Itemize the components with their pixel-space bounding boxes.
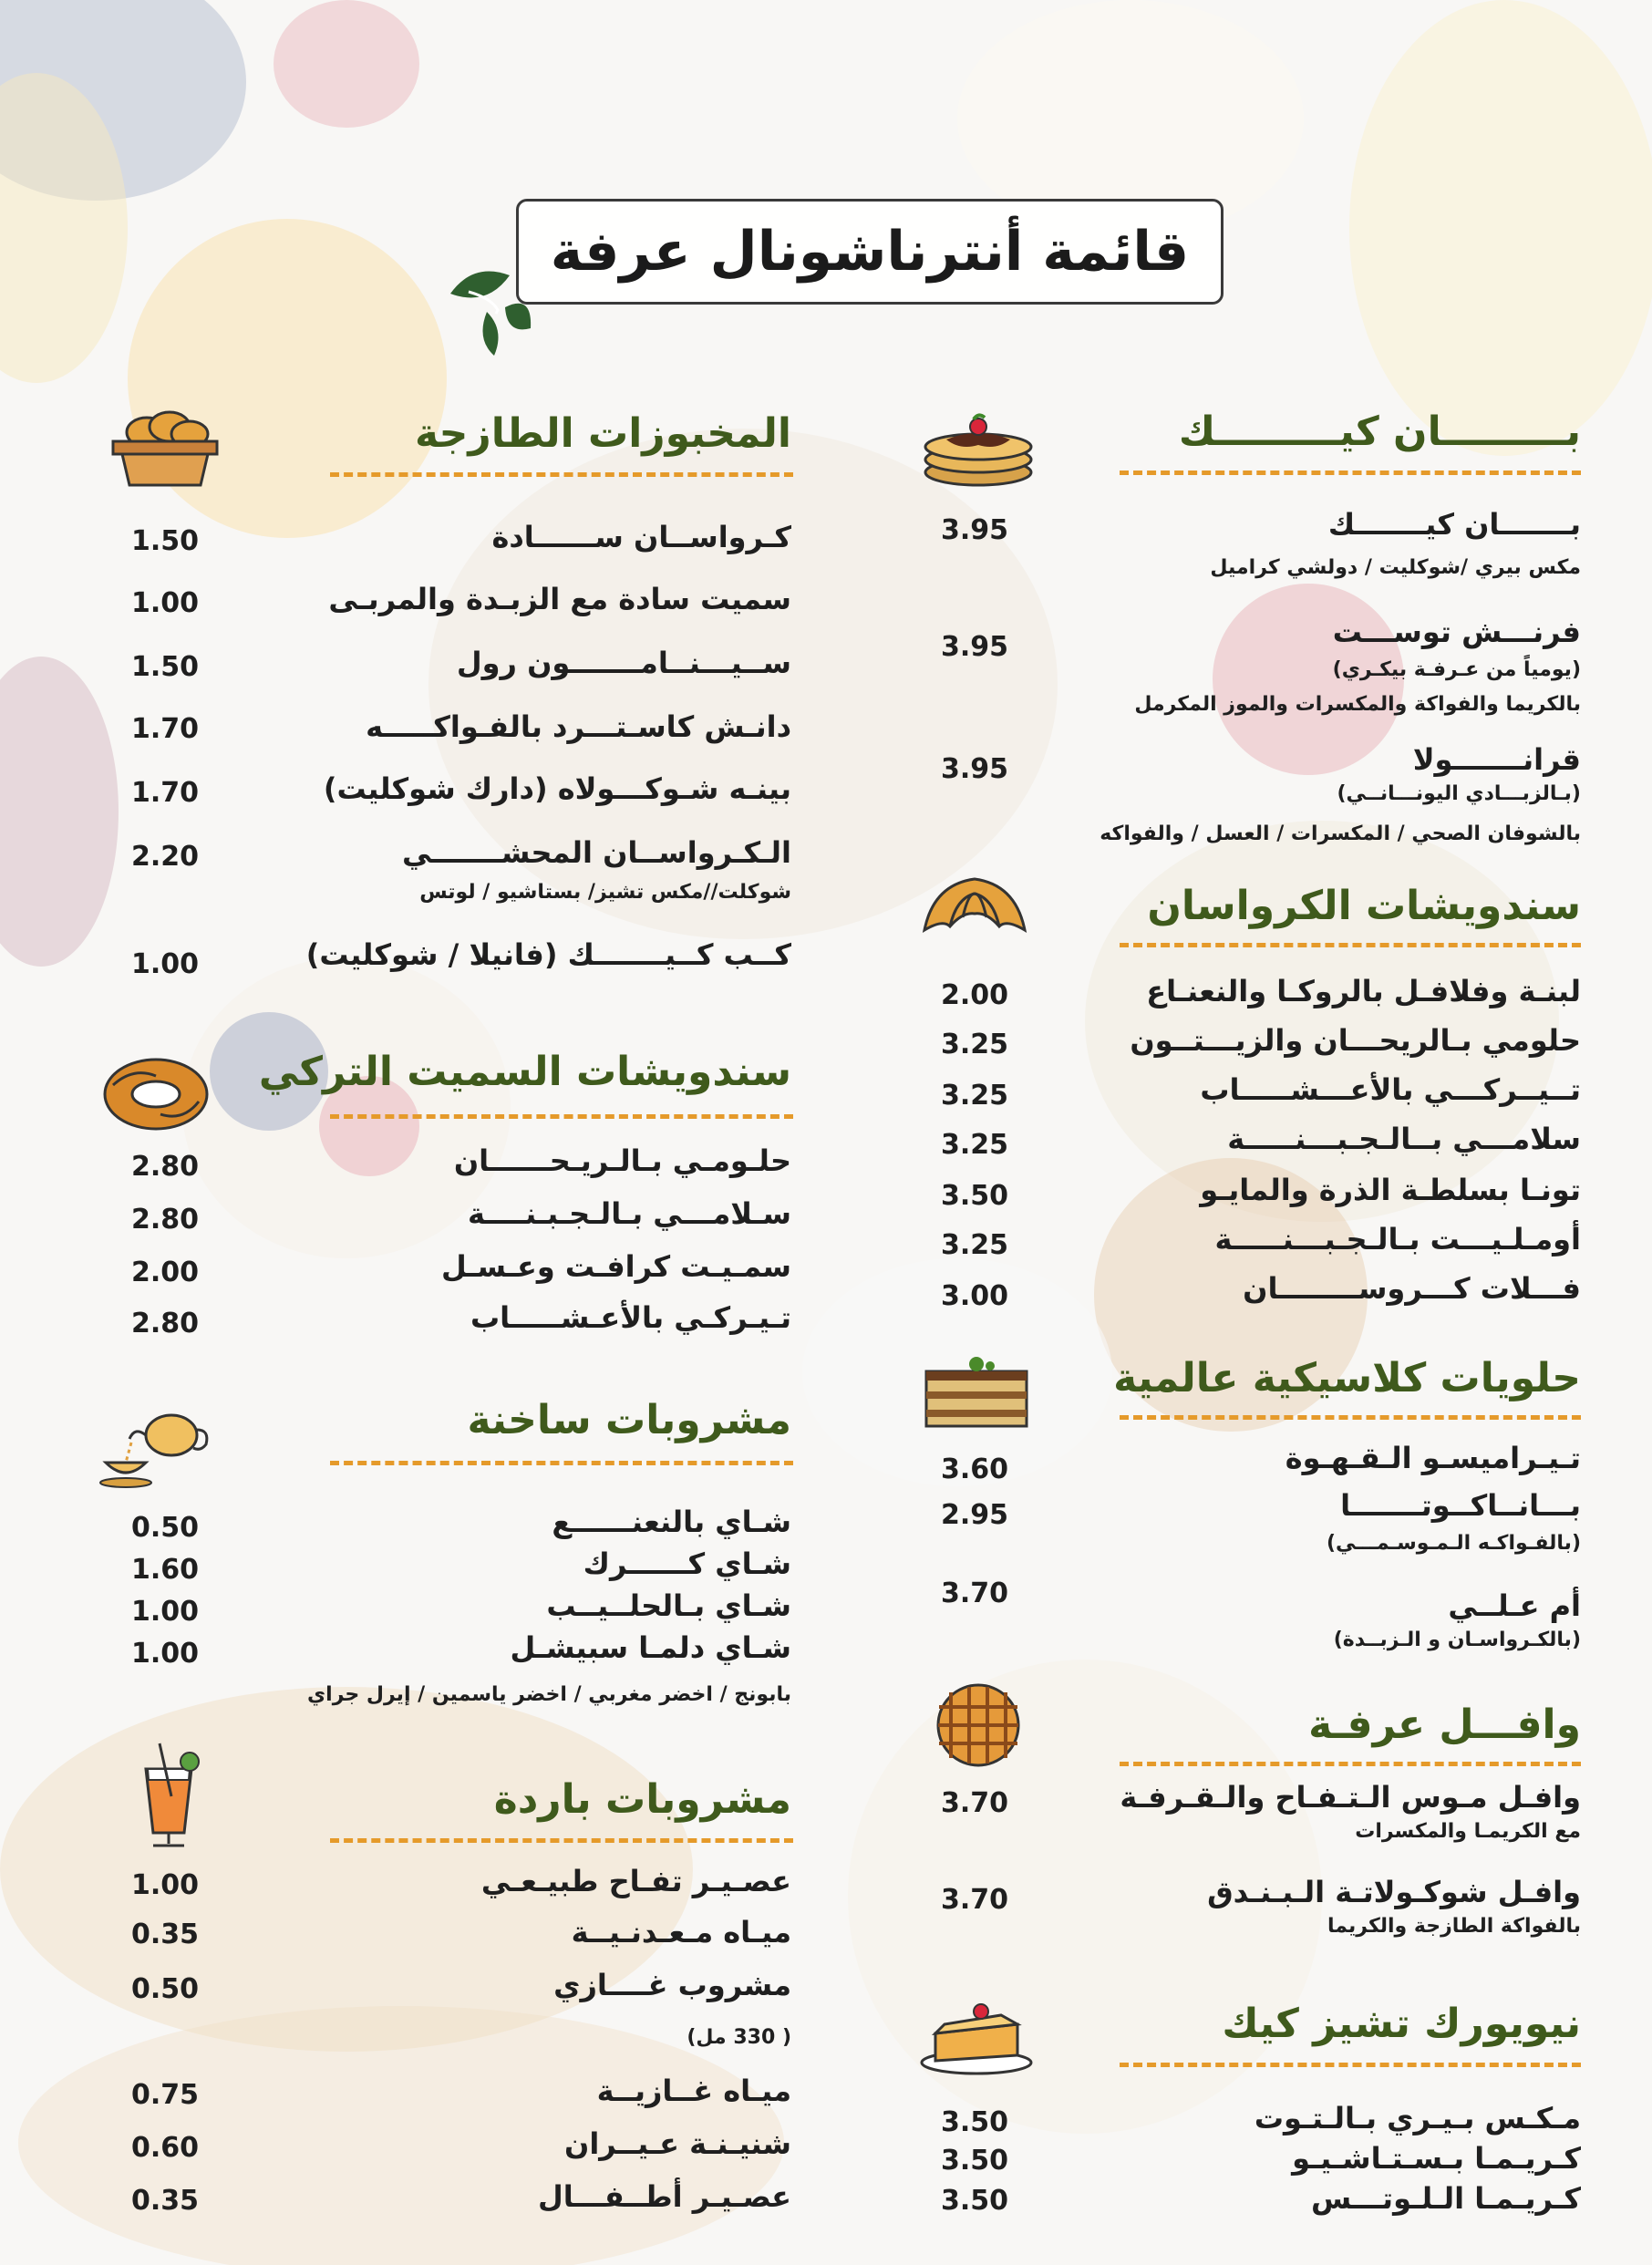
- menu-item: الـكـرواســان المحشـــــــي: [401, 835, 791, 870]
- menu-item: حلـومـي بـالـريـحــــــان: [453, 1143, 791, 1178]
- hot-drinks-note: بابونج / اخضر مغربي / اخضر ياسمين / إيرل جراي: [307, 1683, 791, 1706]
- menu-item: عصـيـر تفـاح طبيـعـي: [480, 1864, 791, 1898]
- menu-item-price: 2.00: [941, 979, 1009, 1011]
- menu-item: ســيـــنــامـــــــون رول: [456, 646, 791, 680]
- menu-item-description: (بـالزبـــادي اليونـــانــي): [1337, 782, 1581, 805]
- menu-item: تــيــركـــي بالأعـــشـــــاب: [1200, 1072, 1581, 1107]
- menu-item-price: 0.35: [131, 2185, 200, 2217]
- croissant-icon: [915, 866, 1034, 957]
- menu-item-price: 3.50: [941, 1180, 1009, 1212]
- section-heading-ny-cheesecake: نيويورك تشيز كيك: [1222, 2001, 1581, 2047]
- menu-item: وافـل شوكـولاتـة الـبـنـدق: [1207, 1875, 1581, 1909]
- menu-item: شـاي بـالحلــيــب: [546, 1588, 791, 1623]
- menu-item-price: 0.50: [131, 1973, 200, 2005]
- menu-item-price: 3.50: [941, 2145, 1009, 2177]
- menu-item: سمـيـت كرافـت وعـسـل: [440, 1249, 791, 1284]
- menu-item-description: بالكريما والفواكة والمكسرات والموز المكرمل: [1134, 693, 1581, 716]
- page-title: قائمة أنترناشونال عرفة: [550, 220, 1190, 284]
- menu-item-description: شوكلت//مكس تشيز/ بستاشيو / لوتس: [419, 881, 791, 904]
- menu-item-price: 2.80: [131, 1151, 200, 1183]
- menu-item-price: 0.35: [131, 1919, 200, 1950]
- title-frame: [516, 199, 1224, 305]
- menu-item: دانـش كاسـتـــرد بالفـواكـــــه: [366, 709, 791, 744]
- menu-item: بينـه شـوكـــولاه (دارك شوكليت): [323, 771, 791, 806]
- menu-item-price: 1.70: [131, 777, 200, 809]
- menu-item: تونـا بسلطـة الذرة والمايـو: [1200, 1173, 1581, 1207]
- menu-item: ميـاه مـعـدنـيــة: [571, 1915, 791, 1950]
- menu-item: كـريـمـا الـلـوتـــس: [1311, 2181, 1581, 2216]
- menu-item: أومـلـيـــت بـالـجـبـــنـــــة: [1214, 1222, 1581, 1257]
- menu-item: حلومي بـالريحـــان والزيـــتــون: [1130, 1023, 1581, 1058]
- section-heading-croissant-sandwiches: سندويشات الكرواسان: [1147, 883, 1581, 929]
- menu-item-description: (بالكـرواسـان و الـزبــدة): [1333, 1629, 1581, 1651]
- menu-item-description: (بالفـواكـه الـمـوسـمـــي): [1327, 1532, 1581, 1555]
- menu-item-price: 3.95: [941, 631, 1009, 663]
- section-divider: [330, 472, 793, 477]
- menu-item-price: 1.70: [131, 713, 200, 745]
- menu-item-price: 0.60: [131, 2132, 200, 2164]
- menu-item-price: 3.25: [941, 1080, 1009, 1112]
- teapot-icon: [98, 1399, 217, 1490]
- menu-item-description: بالفواكة الطازجة والكريما: [1327, 1915, 1581, 1938]
- section-divider: [1120, 943, 1581, 947]
- pancake-stack-icon: [919, 399, 1038, 491]
- menu-item-price: 3.70: [941, 1577, 1009, 1609]
- menu-item-price: 1.50: [131, 525, 200, 557]
- menu-item-price: 3.25: [941, 1029, 1009, 1060]
- menu-item-description: مع الكريمـا والمكسرات: [1355, 1820, 1581, 1843]
- cheesecake-slice-icon: [917, 1988, 1036, 2079]
- menu-item: مـكـس بـيـري بـالـتـوت: [1254, 2101, 1581, 2136]
- section-divider: [330, 1114, 793, 1119]
- menu-item-price: 3.95: [941, 514, 1009, 546]
- menu-item: كـريـمـا بـسـتـاشـيـو: [1292, 2141, 1581, 2176]
- menu-item: شـاي بالنعنــــــع: [552, 1505, 791, 1539]
- menu-item-price: 0.50: [131, 1512, 200, 1544]
- menu-item-price: 3.25: [941, 1229, 1009, 1261]
- menu-item-price: 2.95: [941, 1499, 1009, 1531]
- menu-item: سـلامـــي بـالـجـبـنــــة: [468, 1196, 791, 1231]
- menu-item-price: 2.80: [131, 1204, 200, 1236]
- menu-item: لبنـة وفلافـل بالروكـا والنعنـاع: [1146, 974, 1581, 1008]
- section-divider: [1120, 2063, 1581, 2067]
- menu-item: تـيـركـي بالأعـشـــــاب: [470, 1300, 791, 1335]
- menu-item: سلامـــي بــالـجـبـــنـــــة: [1227, 1122, 1581, 1156]
- menu-item-price: 3.70: [941, 1884, 1009, 1916]
- menu-item-price: 2.00: [131, 1257, 200, 1288]
- waffle-icon: [919, 1680, 1038, 1771]
- menu-item-price: 1.50: [131, 651, 200, 683]
- menu-item-price: 1.00: [131, 587, 200, 619]
- menu-item-description: (يومياً من عـرفـة بيكـري): [1332, 658, 1581, 681]
- menu-item-price: 3.95: [941, 753, 1009, 785]
- menu-item-price: 0.75: [131, 2079, 200, 2111]
- simit-ring-icon: [97, 1049, 215, 1140]
- menu-item-description: مكس بيري /شوكليت / دولشي كراميل: [1210, 556, 1581, 579]
- menu-item-price: 3.00: [941, 1280, 1009, 1312]
- section-heading-simit-sandwiches: سندويشات السميت التركي: [258, 1049, 791, 1095]
- section-heading-pancake: بـــــــــان كيـــــــــك: [1178, 409, 1581, 455]
- menu-item-price: 3.70: [941, 1787, 1009, 1819]
- section-heading-fresh-bakery: المخبوزات الطازجة: [414, 410, 791, 457]
- menu-item: كـرواســان ســــــادة: [491, 520, 791, 554]
- menu-item: سميت سادة مع الزبـدة والمربـى: [328, 582, 791, 616]
- section-divider: [330, 1838, 793, 1843]
- menu-item-price: 1.00: [131, 1638, 200, 1670]
- menu-item: شـاي كــــــرك: [583, 1546, 791, 1581]
- menu-item-price: 2.20: [131, 841, 200, 873]
- section-divider: [1120, 471, 1581, 475]
- bread-basket-icon: [106, 401, 224, 492]
- menu-item-price: 3.50: [941, 2185, 1009, 2217]
- menu-item: فـــلات كـــروســــــــان: [1243, 1271, 1581, 1306]
- menu-item-price: 1.00: [131, 948, 200, 980]
- menu-item-price: 3.50: [941, 2106, 1009, 2138]
- layer-cake-icon: [917, 1344, 1036, 1435]
- menu-item: كــب كــيـــــــك (فانيلا / شوكليت): [305, 937, 791, 972]
- section-divider: [1120, 1762, 1581, 1766]
- menu-item-description: ( 330 مل): [687, 2026, 791, 2049]
- menu-item: ميـاه غــازيــة: [596, 2074, 791, 2108]
- menu-item: فرنـــش توســـت: [1332, 615, 1581, 649]
- section-heading-waffle: وافـــل عرفـة: [1308, 1701, 1581, 1748]
- menu-item: مشروب غــــازي: [553, 1968, 791, 2002]
- menu-item: تـيـراميسـو الـقـهـوة: [1285, 1441, 1581, 1475]
- menu-item: شنيـنـة عـيــران: [564, 2126, 791, 2161]
- menu-item: قرانـــــــولا: [1412, 742, 1581, 777]
- menu-item: وافـل مـوس الـتـفـاح والـقـرفـة: [1120, 1780, 1581, 1815]
- menu-item: أم عـلــي: [1448, 1588, 1581, 1623]
- menu-item-price: 3.60: [941, 1453, 1009, 1485]
- menu-item-price: 2.80: [131, 1308, 200, 1339]
- menu-item: عصـيـر أطــفـــال: [538, 2179, 791, 2214]
- menu-item-price: 1.00: [131, 1596, 200, 1628]
- menu-item-description: بالشوفان الصحي / المكسرات / العسل / والفواكه: [1100, 822, 1581, 845]
- juice-glass-icon: [109, 1742, 228, 1851]
- section-heading-cold-drinks: مشروبات باردة: [493, 1776, 791, 1823]
- menu-item: بـــــــان كيـــــــك: [1327, 507, 1581, 542]
- menu-item: شـاي دلمـا سبيشـل: [510, 1630, 791, 1665]
- menu-item-price: 3.25: [941, 1129, 1009, 1161]
- menu-item: بـــانــاكــوتـــــــا: [1340, 1488, 1581, 1523]
- section-heading-classic-desserts: حلويات كلاسيكية عالمية: [1113, 1355, 1581, 1401]
- section-divider: [330, 1461, 793, 1465]
- menu-item-price: 1.60: [131, 1554, 200, 1586]
- section-divider: [1120, 1415, 1581, 1420]
- section-heading-hot-drinks: مشروبات ساخنة: [467, 1397, 791, 1443]
- leaf-icon: [441, 257, 542, 357]
- menu-item-price: 1.00: [131, 1869, 200, 1901]
